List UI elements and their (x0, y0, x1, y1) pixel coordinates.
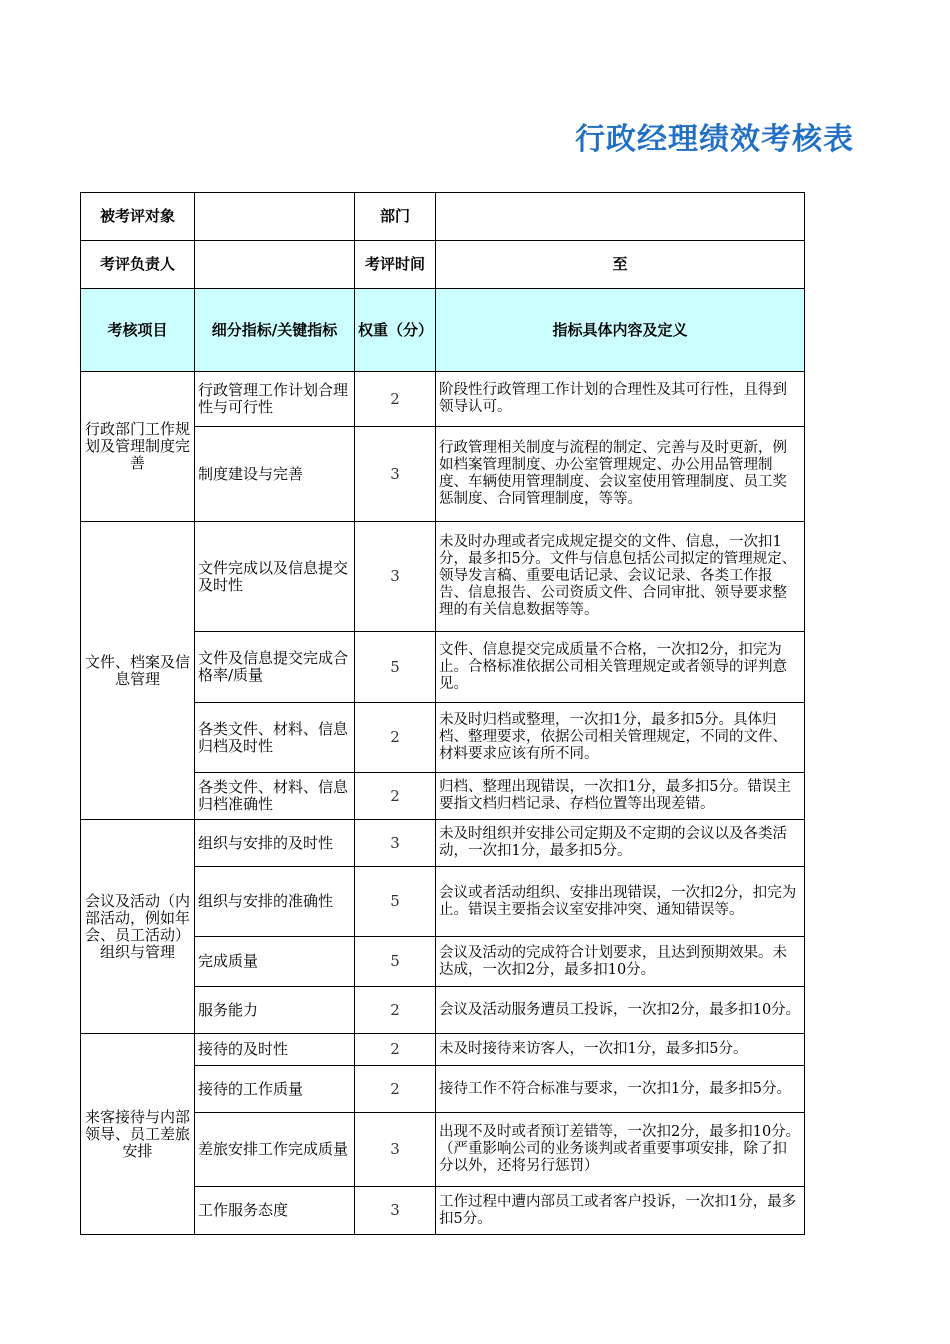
weight-cell: 2 (355, 703, 436, 773)
indicator-cell: 差旅安排工作完成质量 (195, 1113, 355, 1187)
header-row-owner (81, 241, 805, 289)
weight-cell: 5 (355, 937, 436, 987)
definition-cell: 工作过程中遭内部员工或者客户投诉，一次扣1分，最多扣5分。 (436, 1187, 805, 1235)
indicator-cell: 接待的及时性 (195, 1034, 355, 1066)
definition-cell: 会议及活动的完成符合计划要求，且达到预期效果。未达成，一次扣2分，最多扣10分。 (436, 937, 805, 987)
dept-label: 部门 (355, 193, 436, 241)
weight-cell: 5 (355, 867, 436, 937)
evaluation-sheet (80, 192, 804, 1235)
table-row (81, 522, 805, 632)
weight-cell: 2 (355, 1066, 436, 1113)
table-row (81, 372, 805, 427)
indicator-cell: 组织与安排的准确性 (195, 867, 355, 937)
definition-cell: 未及时接待来访客人，一次扣1分，最多扣5分。 (436, 1034, 805, 1066)
weight-cell: 3 (355, 1187, 436, 1235)
category-cell: 文件、档案及信息管理 (81, 522, 195, 820)
target-label: 被考评对象 (81, 193, 195, 241)
owner-value-cell[interactable] (195, 241, 355, 289)
indicator-cell: 组织与安排的及时性 (195, 820, 355, 867)
column-header-row (81, 289, 805, 372)
table-row (81, 1034, 805, 1066)
category-cell: 来客接待与内部领导、员工差旅安排 (81, 1034, 195, 1235)
definition-cell: 未及时办理或者完成规定提交的文件、信息，一次扣1分，最多扣5分。文件与信息包括公司拟定的管理规定、领导发言稿、重要电话记录、会议记录、各类工作报告、信息报告、公司资质文件、合同审批、领导要求整理的有关信息数据等等。 (436, 522, 805, 632)
weight-cell: 2 (355, 773, 436, 820)
dept-value-cell[interactable] (436, 193, 805, 241)
weight-cell: 3 (355, 522, 436, 632)
definition-cell: 会议或者活动组织、安排出现错误，一次扣2分，扣完为止。错误主要指会议室安排冲突、通知错误等。 (436, 867, 805, 937)
owner-label: 考评负责人 (81, 241, 195, 289)
time-value-cell[interactable]: 至 (436, 241, 805, 289)
weight-cell: 2 (355, 987, 436, 1034)
definition-cell: 会议及活动服务遭员工投诉，一次扣2分，最多扣10分。 (436, 987, 805, 1034)
definition-cell: 文件、信息提交完成质量不合格，一次扣2分，扣完为止。合格标准依据公司相关管理规定或者领导的评判意见。 (436, 632, 805, 703)
definition-cell: 归档、整理出现错误，一次扣1分，最多扣5分。错误主要指文档归档记录、存档位置等出现差错。 (436, 773, 805, 820)
col-item: 考核项目 (81, 289, 195, 372)
col-definition: 指标具体内容及定义 (436, 289, 805, 372)
weight-cell: 2 (355, 372, 436, 427)
indicator-cell: 完成质量 (195, 937, 355, 987)
indicator-cell: 各类文件、材料、信息归档及时性 (195, 703, 355, 773)
evaluation-table (80, 192, 805, 1235)
target-value-cell[interactable] (195, 193, 355, 241)
indicator-cell: 行政管理工作计划合理性与可行性 (195, 372, 355, 427)
category-cell: 会议及活动（内部活动，例如年会、员工活动）组织与管理 (81, 820, 195, 1034)
col-weight: 权重（分） (355, 289, 436, 372)
indicator-cell: 文件完成以及信息提交及时性 (195, 522, 355, 632)
weight-cell: 3 (355, 1113, 436, 1187)
definition-cell: 接待工作不符合标准与要求，一次扣1分，最多扣5分。 (436, 1066, 805, 1113)
page-title: 行政经理绩效考核表 (575, 122, 854, 157)
indicator-cell: 服务能力 (195, 987, 355, 1034)
indicator-cell: 工作服务态度 (195, 1187, 355, 1235)
category-cell: 行政部门工作规划及管理制度完善 (81, 372, 195, 522)
indicator-cell: 制度建设与完善 (195, 427, 355, 522)
definition-cell: 出现不及时或者预订差错等，一次扣2分，最多扣10分。（严重影响公司的业务谈判或者重要事项安排，除了扣分以外，还将另行惩罚） (436, 1113, 805, 1187)
col-indicator: 细分指标/关键指标 (195, 289, 355, 372)
definition-cell: 未及时归档或整理，一次扣1分，最多扣5分。具体归档、整理要求，依据公司相关管理规定，不同的文件、材料要求应该有所不同。 (436, 703, 805, 773)
definition-cell: 未及时组织并安排公司定期及不定期的会议以及各类活动，一次扣1分，最多扣5分。 (436, 820, 805, 867)
time-label: 考评时间 (355, 241, 436, 289)
weight-cell: 3 (355, 427, 436, 522)
indicator-cell: 各类文件、材料、信息归档准确性 (195, 773, 355, 820)
definition-cell: 阶段性行政管理工作计划的合理性及其可行性，且得到领导认可。 (436, 372, 805, 427)
indicator-cell: 接待的工作质量 (195, 1066, 355, 1113)
weight-cell: 2 (355, 1034, 436, 1066)
header-row-target (81, 193, 805, 241)
weight-cell: 5 (355, 632, 436, 703)
table-row (81, 820, 805, 867)
definition-cell: 行政管理相关制度与流程的制定、完善与及时更新，例如档案管理制度、办公室管理规定、办公用品管理制度、车辆使用管理制度、会议室使用管理制度、员工奖惩制度、合同管理制度，等等。 (436, 427, 805, 522)
weight-cell: 3 (355, 820, 436, 867)
indicator-cell: 文件及信息提交完成合格率/质量 (195, 632, 355, 703)
